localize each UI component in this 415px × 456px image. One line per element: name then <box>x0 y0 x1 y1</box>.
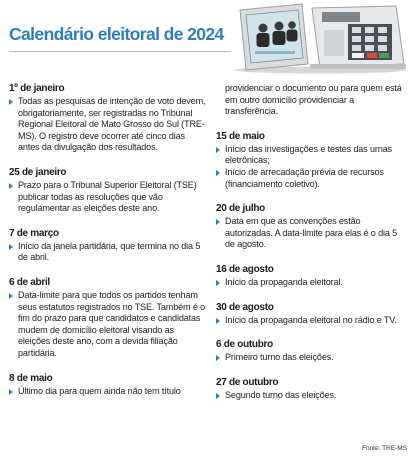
event-oct-6 <box>216 339 408 364</box>
source-credit: Fonte: TRE-MS <box>361 445 407 452</box>
event-mar-7 <box>9 228 208 264</box>
event-description: Início da propaganda eleitoral no rádio e TV. <box>216 315 408 327</box>
event-description-continued: providenciar o documento ou para quem está em outro domicílio providenciar a transferência. <box>225 83 402 117</box>
event-date: 6 de outubro <box>216 339 273 351</box>
event-may-15 <box>216 131 408 190</box>
event-aug-16 <box>216 264 408 289</box>
voting-machine-icon <box>228 2 410 74</box>
event-description: Data em que as convenções estão autorizadas. A data-limite para elas é o dia 5 de agosto. <box>216 216 408 251</box>
event-aug-30 <box>216 302 408 327</box>
event-description: Início de arrecadação prévia de recursos (financiamento coletivo). <box>216 167 408 190</box>
event-description: Início da propaganda eleitoral. <box>216 277 408 289</box>
event-date: 1º de janeiro <box>9 83 65 94</box>
event-description: Prazo para o Tribunal Superior Eleitoral (TSE) publicar todas as resoluções que vão regulamentar as eleições deste ano. <box>9 180 208 215</box>
left-column <box>9 83 208 410</box>
event-apr-6 <box>9 277 208 360</box>
event-description: Início das investigações e testes das urnas eletrônicas; <box>216 144 408 167</box>
event-description: Segundo turno das eleições. <box>216 390 408 402</box>
page-title: Calendário eleitoral de 2024 <box>9 24 224 44</box>
event-date: 8 de maio <box>9 372 53 384</box>
event-description: Primeiro turno das eleições. <box>216 352 408 364</box>
event-date: 15 de maio <box>216 130 265 142</box>
event-description: Último dia para quem ainda não tem título <box>9 386 208 398</box>
event-date: 30 de agosto <box>216 301 274 313</box>
title-divider <box>9 51 231 52</box>
event-description: Início da janela partidária, que termina no dia 5 de abril. <box>9 241 208 264</box>
event-date: 25 de janeiro <box>9 166 67 178</box>
event-date: 27 de outubro <box>216 376 279 388</box>
event-description: Data-limite para que todos os partidos tenham seus estatutos registrados no TSE. Também é o fim do prazo para que candidatos e candidatas mudem de domicílio eleitoral visando as eleições deste ano, com a devida filiação partidária. <box>9 290 208 360</box>
event-date: 7 de março <box>9 227 59 239</box>
event-jan-25 <box>9 167 208 215</box>
event-may-8 <box>9 373 208 398</box>
event-description: Todas as pesquisas de intenção de voto devem, obrigatoriamente, ser registradas no Tribunal Regional Eleitoral de Mato Grosso do Sul (TRE-MS). O registro deve ocorrer até cinco dias antes da divulgação dos resultados. <box>9 96 208 154</box>
event-date: 16 de agosto <box>216 263 274 275</box>
event-oct-27 <box>216 377 408 402</box>
event-may-8-continuation <box>216 83 408 118</box>
event-date: 6 de abril <box>9 276 50 288</box>
event-jan-1 <box>9 83 208 154</box>
event-date: 20 de julho <box>216 203 265 215</box>
right-column <box>216 83 408 414</box>
event-jul-20 <box>216 203 408 251</box>
